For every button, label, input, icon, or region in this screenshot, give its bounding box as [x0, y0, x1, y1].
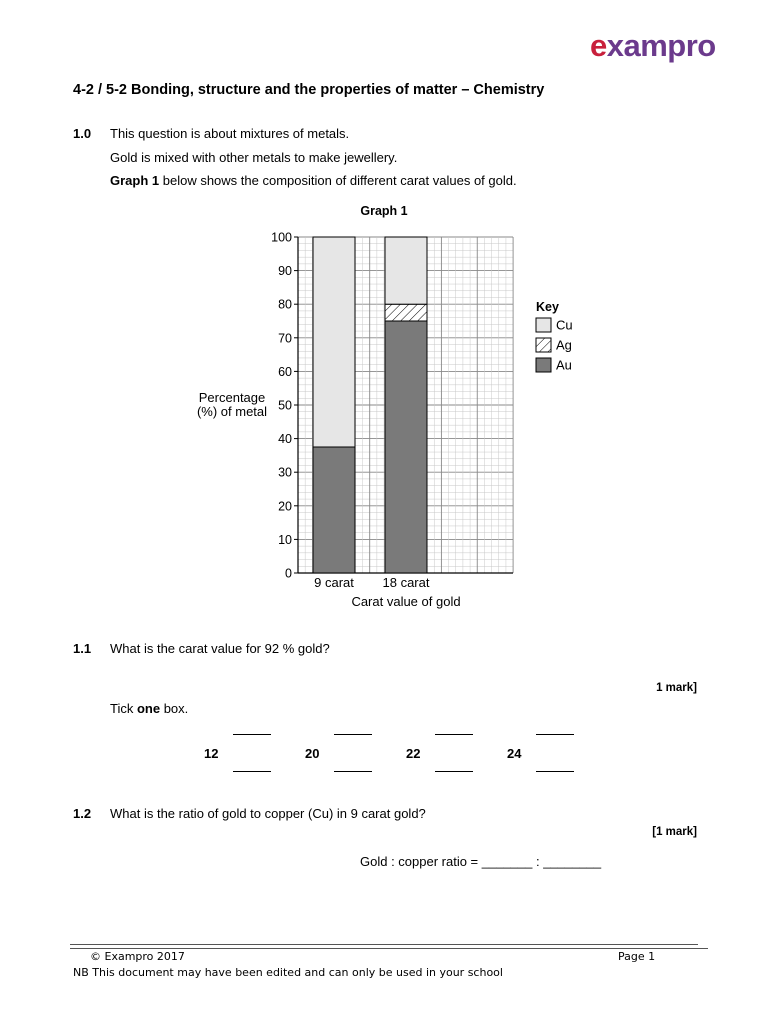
y-tick-label: 0 [285, 566, 292, 581]
bar-cu-1 [385, 237, 427, 304]
logo-letter-e: e [590, 28, 607, 63]
bar-au-1 [385, 321, 427, 573]
legend-title: Key [536, 300, 559, 314]
x-tick-label: 18 carat [382, 575, 430, 590]
y-tick-label: 10 [278, 532, 292, 547]
tick-box-22[interactable] [435, 734, 473, 772]
question-1-0-line-1: This question is about mixtures of metals. [110, 126, 350, 141]
tick-box-24[interactable] [536, 734, 574, 772]
question-1-1-marks: 1 mark] [656, 682, 697, 694]
graph-1-chart [0, 195, 770, 615]
tick-instruction-bold: one [136, 701, 161, 716]
logo-text: xampro [606, 28, 716, 63]
option-label-24: 24 [507, 746, 522, 761]
legend-label-au: Au [556, 357, 572, 373]
y-tick-label: 20 [278, 499, 292, 514]
tick-box-12[interactable] [233, 734, 271, 772]
bar-cu-0 [313, 237, 355, 447]
y-tick-label: 30 [278, 465, 292, 480]
legend-swatch-cu [536, 318, 551, 332]
chart-title: Graph 1 [360, 204, 408, 218]
legend-swatch-ag [536, 338, 551, 352]
ratio-answer-line[interactable]: Gold : copper ratio = _______ : ________ [360, 854, 602, 869]
x-axis-ticks [314, 575, 430, 590]
option-label-22: 22 [406, 746, 421, 761]
x-axis-label: Carat value of gold [351, 594, 461, 609]
question-1-2-text: What is the ratio of gold to copper (Cu) in 9 carat gold? [110, 806, 426, 821]
footer-note: NB This document may have been edited and can only be used in your school [73, 966, 503, 979]
exampro-logo [590, 28, 716, 64]
y-tick-label: 80 [278, 297, 292, 312]
tick-instruction-pre: Tick [110, 701, 137, 716]
option-label-20: 20 [305, 746, 320, 761]
option-label-12: 12 [204, 746, 219, 761]
footer-page-number: Page 1 [618, 950, 656, 963]
question-number-1-2: 1.2 [73, 806, 92, 821]
legend-swatch-au [536, 358, 551, 372]
question-1-0-line-2: Gold is mixed with other metals to make jewellery. [110, 150, 398, 165]
y-tick-label: 50 [278, 398, 292, 413]
footer-divider-top [70, 944, 698, 945]
y-axis-ticks [271, 231, 298, 581]
y-tick-label: 60 [278, 364, 292, 379]
bar-ag-1 [385, 304, 427, 321]
tick-instruction [110, 701, 188, 716]
legend-label-ag: Ag [556, 337, 572, 353]
y-tick-label: 90 [278, 264, 292, 279]
graph-reference: Graph 1 [110, 173, 160, 188]
footer-copyright: © Exampro 2017 [90, 950, 185, 963]
legend-label-cu: Cu [556, 317, 573, 333]
question-1-0-line-3 [110, 173, 517, 188]
bar-au-0 [313, 447, 355, 573]
question-1-1-text: What is the carat value for 92 % gold? [110, 641, 330, 656]
tick-box-20[interactable] [334, 734, 372, 772]
y-axis-label-line-2: (%) of metal [196, 404, 268, 419]
y-axis-label-line-1: Percentage [198, 390, 266, 405]
question-1-2-marks: [1 mark] [652, 826, 697, 838]
tick-instruction-post: box. [160, 701, 189, 716]
y-tick-label: 40 [278, 432, 292, 447]
x-tick-label: 9 carat [314, 575, 354, 590]
graph-reference-text: below shows the composition of different carat values of gold. [159, 173, 517, 188]
question-number-1-0: 1.0 [73, 126, 92, 141]
question-number-1-1: 1.1 [73, 641, 92, 656]
page-title: 4-2 / 5-2 Bonding, structure and the properties of matter – Chemistry [73, 82, 545, 98]
y-tick-label: 70 [278, 331, 292, 346]
footer-divider-bottom [70, 948, 708, 949]
chart-legend [536, 300, 573, 373]
y-tick-label: 100 [271, 230, 292, 245]
